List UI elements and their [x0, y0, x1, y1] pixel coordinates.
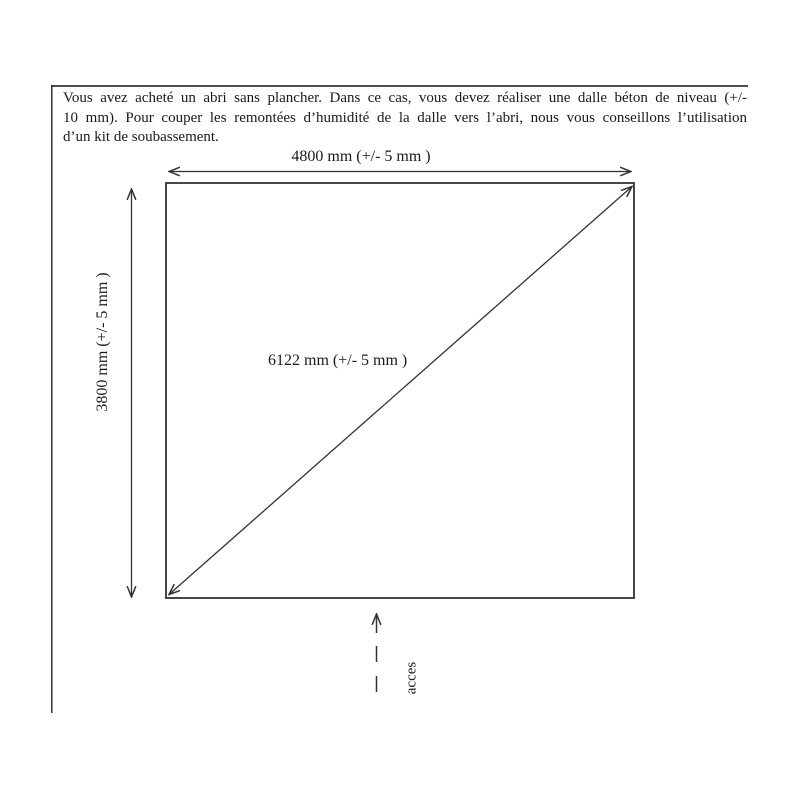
diagonal-dimension-label: 6122 mm (+/- 5 mm ) — [268, 352, 408, 369]
notice-line-3: d’un kit de soubassement. — [63, 129, 219, 145]
access-label: acces — [403, 661, 420, 695]
width-dimension-label: 4800 mm (+/- 5 mm ) — [291, 148, 431, 165]
height-dimension-label: 3800 mm (+/- 5 mm ) — [94, 272, 111, 412]
notice-line-2: 10 mm). Pour couper les remontées d’humidité de la dalle vers l’abri, nous vous conseillons l’utilisation — [63, 109, 747, 126]
notice-line-1: Vous avez acheté un abri sans plancher. Dans ce cas, vous devez réaliser une dalle béton de niveau (+/- — [63, 90, 747, 106]
diagonal-dimension-arrow — [169, 187, 632, 595]
